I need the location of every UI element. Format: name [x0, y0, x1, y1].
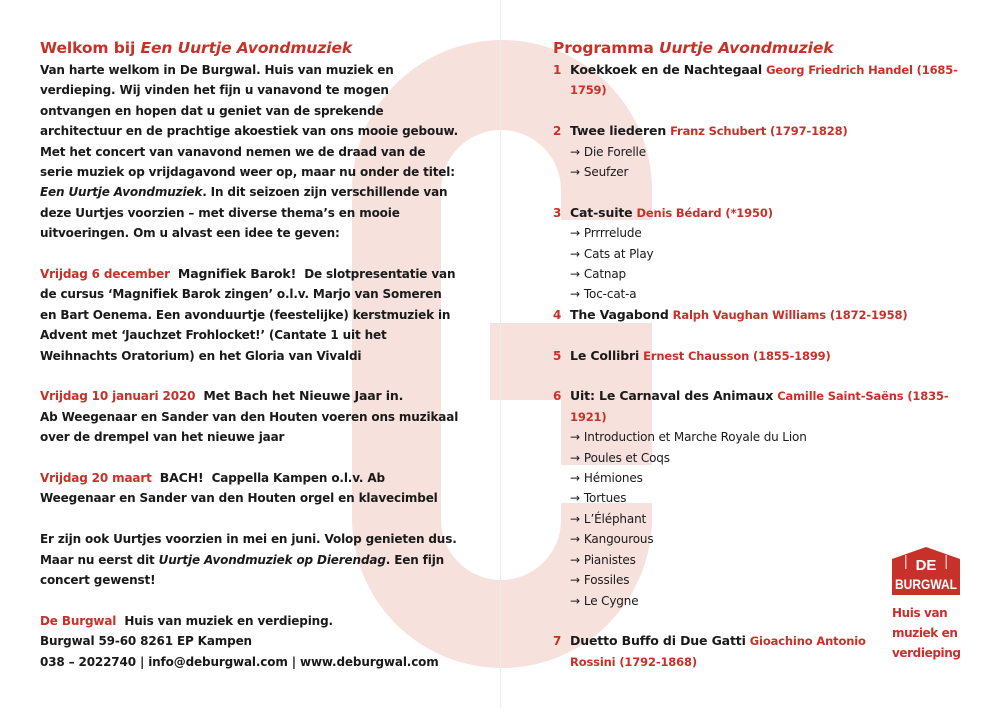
movement-title: Hémiones: [583, 471, 643, 486]
venue-name: De Burgwal: [40, 613, 117, 628]
event-item: [40, 264, 460, 366]
program-item-composer: Ralph Vaughan Williams (1872-1958): [672, 307, 908, 322]
movement-title: Tortues: [583, 491, 627, 506]
page-fold-divider: [500, 0, 501, 708]
movement-title: L’Éléphant: [583, 511, 647, 526]
program-item-composer: Gioachino Antonio: [749, 634, 866, 649]
de-burgwal-logo: [892, 547, 964, 663]
program-movement: [553, 264, 973, 284]
program-heading: Programma Uurtje Avondmuziek: [553, 39, 834, 57]
program-item-number: 1: [553, 63, 562, 77]
program-movement: [553, 468, 973, 488]
program-item: [553, 60, 973, 101]
arrow-right-icon: →: [570, 246, 580, 261]
event-item: [40, 468, 460, 509]
program-item-title: Duetto Buffo di Due Gatti: [570, 633, 746, 649]
logo-word-de: DE: [915, 557, 937, 574]
arrow-right-icon: →: [570, 430, 580, 445]
program-movement: [553, 223, 973, 243]
program-item-title: Cat-suite: [570, 204, 633, 220]
event-description: De slotpresentatie van de cursus ‘Magnifiek Barok zingen’ o.l.v. Marjo van Someren en Bart Oenema. Een avonduurtje (feestelijke) kerstmuziek in Advent met ‘Jauchzet Frohlocket!’ (Cantate 1 uit het Weihnachts Oratorium) en het Gloria van Vivaldi: [40, 267, 456, 363]
venue-email-link[interactable]: info@deburgwal.com: [148, 654, 288, 669]
program-item-title: The Vagabond: [570, 306, 669, 322]
arrow-right-icon: →: [570, 165, 580, 180]
program-item: [553, 305, 973, 325]
movement-title: Cats at Play: [583, 246, 654, 261]
welcome-page: [40, 38, 460, 672]
arrow-right-icon: →: [570, 532, 580, 547]
program-movement: [553, 162, 973, 182]
program-item-number: 6: [553, 389, 562, 404]
movement-title: Catnap: [583, 267, 627, 282]
program-item-composer: Franz Schubert (1797-1828): [670, 124, 848, 139]
logo-tagline: Huis van muziek en verdieping: [892, 606, 961, 660]
intro-paragraph: Van harte welkom in De Burgwal. Huis van muziek en verdieping. Wij vinden het fijn u vanavond te mogen ontvangen en hopen dat u geniet van de sprekende architectuur en de prachtige akoestiek van ons mooie gebouw. Met het concert van vanavond nemen we de draad van de serie muziek op vrijdagavond weer op, maar nu onder de titel: Een Uurtje Avondmuziek. In dit seizoen zijn verschillende van deze Uurtjes voorzien – met diverse thema’s en mooie uitvoeringen. Om u alvast een idee te geven:: [40, 63, 459, 241]
movement-title: Poules et Coqs: [583, 450, 670, 465]
arrow-right-icon: →: [570, 471, 580, 486]
program-item-title: Koekkoek en de Nachtegaal: [570, 62, 763, 77]
event-item: [40, 386, 460, 447]
movement-title: Seufzer: [583, 165, 629, 180]
arrow-right-icon: →: [570, 593, 580, 608]
arrow-right-icon: →: [570, 573, 580, 588]
program-item-composer: Ernest Chausson (1855-1899): [643, 348, 831, 363]
logo-word-burgwal: BURGWAL: [895, 576, 958, 592]
program-item-number: 2: [553, 124, 562, 139]
arrow-right-icon: →: [570, 226, 580, 241]
movement-title: Introduction et Marche Royale du Lion: [583, 430, 807, 445]
program-movement: [553, 284, 973, 304]
arrow-right-icon: →: [570, 511, 580, 526]
movement-title: Pianistes: [583, 552, 636, 567]
program-item-composer: Denis Bédard (*1950): [636, 205, 773, 220]
arrow-right-icon: →: [570, 287, 580, 302]
venue-address: Burgwal 59-60 8261 EP Kampen: [40, 634, 252, 649]
program-item: [553, 121, 973, 141]
event-date: Vrijdag 20 maart: [40, 471, 152, 486]
welcome-heading: Welkom bij Een Uurtje Avondmuziek: [40, 39, 353, 57]
program-movement: [553, 427, 973, 447]
arrow-right-icon: →: [570, 450, 580, 465]
program-item-number: 4: [553, 307, 562, 322]
venue-tagline: Huis van muziek en verdieping.: [124, 613, 333, 628]
venue-website-link[interactable]: www.deburgwal.com: [300, 654, 439, 669]
program-movement: [553, 509, 973, 529]
program-movement: [553, 448, 973, 468]
arrow-right-icon: →: [570, 552, 580, 567]
program-item: [553, 203, 973, 223]
event-date: Vrijdag 10 januari 2020: [40, 389, 196, 404]
venue-phone: 038 – 2022740: [40, 654, 136, 669]
program-item-title: Le Collibri: [570, 347, 640, 363]
logo-house-icon: [892, 547, 960, 595]
movement-title: Prrrrelude: [583, 226, 642, 241]
program-item-title: Twee liederen: [570, 123, 667, 139]
arrow-right-icon: →: [570, 491, 580, 506]
program-item-number: 7: [553, 634, 562, 649]
program-movement: [553, 142, 973, 162]
arrow-right-icon: →: [570, 144, 580, 159]
program-item-number: 3: [553, 205, 562, 220]
program-item-composer: Georg Friedrich Handel (1685-1759): [570, 63, 958, 98]
program-item: [553, 386, 973, 427]
movement-title: Le Cygne: [583, 593, 639, 608]
event-title: Met Bach het Nieuwe Jaar in.: [203, 388, 404, 404]
program-item: [553, 346, 973, 366]
movement-title: Toc-cat-a: [583, 287, 637, 302]
event-description: Ab Weegenaar en Sander van den Houten voeren ons muzikaal over de drempel van het nieuwe jaar: [40, 409, 459, 445]
movement-title: Fossiles: [583, 573, 630, 588]
program-item-number: 5: [553, 348, 562, 363]
program-item-composer: Camille Saint-Saëns (1835-1921): [570, 389, 949, 424]
contact-block: De Burgwal Huis van muziek en verdieping. Burgwal 59-60 8261 EP Kampen 038 – 2022740 | info@deburgwal.com | www.deburgwal.com: [40, 613, 439, 669]
event-description: Cappella Kampen o.l.v. Ab Weegenaar en Sander van den Houten orgel en klavecimbel: [40, 471, 438, 506]
closing-paragraph: Er zijn ook Uurtjes voorzien in mei en juni. Volop genieten dus. Maar nu eerst dit Uurtje Avondmuziek op Dierendag. Een fijn concert gewenst!: [40, 532, 457, 588]
movement-title: Kangourous: [583, 532, 654, 547]
program-item-composer-cont: Rossini (1792-1868): [570, 654, 697, 669]
program-item-title: Uit: Le Carnaval des Animaux: [570, 388, 774, 404]
event-date: Vrijdag 6 december: [40, 267, 170, 282]
program-movement: [553, 488, 973, 508]
program-movement: [553, 244, 973, 264]
arrow-right-icon: →: [570, 267, 580, 282]
event-title: BACH!: [159, 470, 204, 486]
movement-title: Die Forelle: [583, 144, 646, 159]
event-title: Magnifiek Barok!: [177, 266, 297, 282]
